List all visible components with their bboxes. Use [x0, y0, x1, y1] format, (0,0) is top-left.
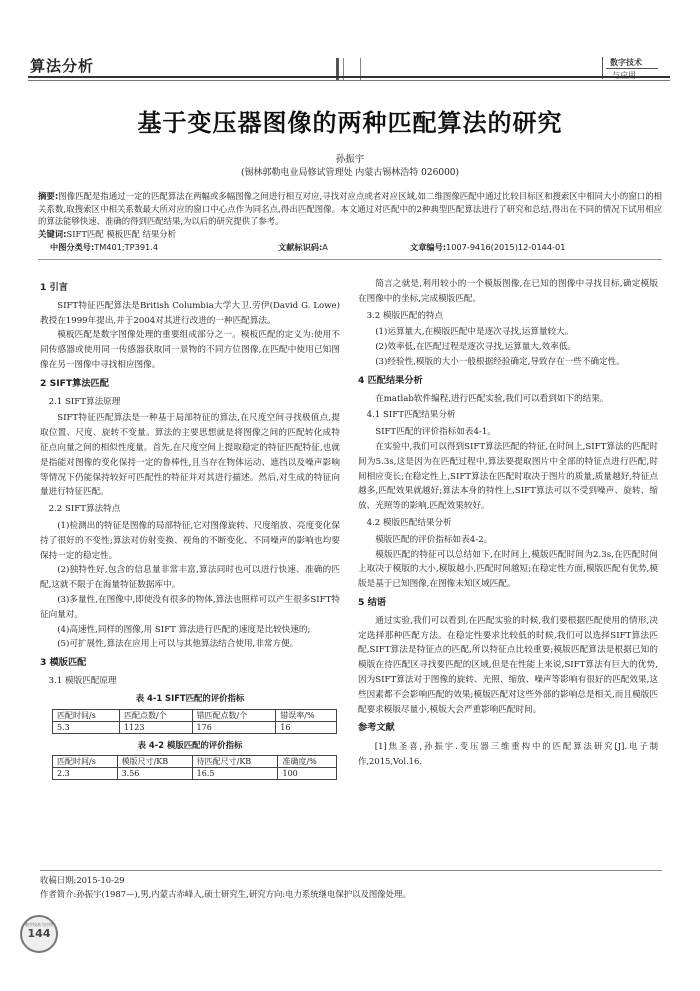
paragraph: 在实验中,我们可以得到SIFT算法匹配的特征,在时间上,SIFT算法的匹配时间为5.3s,这是因为在匹配过程中,算法要提取图片中全部的特征点进行匹配,时间相应变长;在稳定性上,SIFT算法在匹配时取决于图片的质量,质量越好,特征点越多,匹配效果就越好;算法本身的特性上,SIFT算法可以不受到噪声、旋转、缩放、光照等的影响,匹配效果较好。: [358, 441, 658, 512]
left-column: [40, 277, 340, 784]
table-header-cell: 模版尺寸/KB: [117, 756, 192, 768]
paragraph: 模板匹配是数字图像处理的重要组成部分之一。模板匹配的定义为:使用不同传感器或使用同一传感器获取同一景物的不同方位图像,在匹配中使用已知图像在另一图像中寻找相应图像。: [40, 330, 340, 370]
table-header-cell: 匹配时间/s: [53, 756, 118, 768]
table-header-row: [53, 709, 337, 721]
table-sift-metrics: [52, 709, 337, 734]
table2-caption: 表 4-2 模版匹配的评价指标: [137, 739, 243, 750]
subheading: 3.1 模版匹配原理: [48, 675, 117, 686]
heading-results: 4 匹配结果分析: [358, 374, 423, 386]
heading-references: 参考文献: [358, 722, 395, 734]
section-tag: 算法分析: [30, 57, 95, 75]
author-bio: 作者简介:孙振宇(1987—),男,内蒙古赤峰人,硕士研究生,研究方向:电力系统继电保护以及图像处理。: [40, 889, 411, 899]
keywords-text: SIFT匹配 模板匹配 结果分析: [66, 228, 177, 239]
table-template-metrics: [52, 755, 337, 780]
abstract-rule: [38, 259, 662, 260]
paragraph: 通过实验,我们可以看到,在匹配实验的时候,我们要根据匹配使用的情形,决定选择那种匹配方法。在稳定性要求比较低的时候,我们可以选择SIFT算法匹配,SIFT算法是特征点的匹配,所以特征点比较重要;模版匹配算法是根据已知的模版在待匹配区寻找要匹配的区域,但是在性能上来说,SIFT算法有巨大的优势,因为SIFT算法对于图像的旋转、光照、缩放、噪声等影响有很好的匹配效果,这些因素都不会影响匹配的效果;模版匹配对这些外部的影响总是相关,而且模版匹配要求模版尽量小,模版大会严重影响匹配时间。: [358, 615, 658, 715]
abstract-label: 摘要:: [38, 191, 59, 201]
keywords-label: 关键词:: [38, 228, 67, 239]
paragraph: 模版匹配的评价指标如表4-2。: [375, 534, 493, 545]
paragraph: SIFT匹配的评价指标如表4-1。: [375, 427, 496, 438]
header-rule-thin: [28, 80, 670, 81]
table1-caption: 表 4-1 SIFT匹配的评价指标: [135, 692, 245, 703]
received-date: 收稿日期:2015-10-29: [40, 875, 125, 885]
right-column: [358, 277, 658, 769]
subheading: 4.1 SIFT匹配结果分析: [366, 410, 456, 421]
paragraph: (5)可扩展性,算法在应用上可以与其他算法结合使用,非常方便。: [57, 639, 299, 650]
document-code: 文献标识码:A: [278, 242, 328, 252]
author-affiliation: (锡林郭勒电业局修试管理处 内蒙古锡林浩特 026000): [240, 168, 460, 178]
table-header-cell: 匹配时间/s: [53, 709, 120, 721]
paragraph: 在matlab软件编程,进行匹配实验,我们可以看到如下的结果。: [375, 393, 609, 404]
table-cell: 5.3: [53, 721, 120, 733]
table-row: [53, 768, 337, 780]
article-number: 文章编号:1007-9416(2015)12-0144-01: [410, 242, 566, 252]
table-header-cell: 错匹配点数/个: [192, 709, 276, 721]
subheading: 2.2 SIFT算法特点: [48, 504, 121, 515]
author-name: 孙振宇: [335, 154, 365, 165]
heading-introduction: 1 引言: [40, 282, 68, 293]
page-number: 144: [27, 927, 51, 940]
table-header-row: [53, 756, 337, 768]
badge-journal-text: 数字技术与应用: [25, 922, 53, 927]
header-rule: [28, 76, 670, 78]
journal-name: 数字技术: [610, 57, 642, 67]
heading-template-matching: 3 模版匹配: [40, 657, 87, 669]
table-header-cell: 匹配点数/个: [120, 709, 193, 721]
heading-sift: 2 SIFT算法匹配: [40, 377, 109, 389]
paragraph: 简言之就是,利用较小的一个模版图像,在已知的图像中寻找目标,确定模版在图像中的坐标,完成模版匹配。: [358, 279, 658, 304]
table-header-cell: 待匹配尺寸/KB: [192, 756, 278, 768]
heading-conclusion: 5 结语: [358, 596, 386, 608]
paragraph: (1)检测出的特征是图像的局部特征,它对图像旋转、尺度缩放、亮度变化保持了很好的不变性;算法对仿射变换、视角的不断变化、不同噪声的影响也均要保持一定的稳定性。: [40, 520, 340, 561]
paragraph: 模版匹配的特征可以总结如下,在时间上,模版匹配时间为2.3s,在匹配时间上取决于模版的大小,模版越小,匹配时间越短;在稳定性方面,模版匹配有优势,模版是基于已知图像,在图像未知区域匹配。: [358, 549, 658, 590]
paragraph: (3)多量性,在图像中,即使没有很多的物体,算法也照样可以产生很多SIFT特征向量对。: [40, 594, 340, 620]
subheading: 2.1 SIFT算法原理: [48, 396, 121, 407]
table-cell: 16: [276, 721, 337, 733]
paragraph: (1)运算量大,在模版匹配中是逐次寻找,运算量较大。: [375, 327, 574, 338]
paragraph: (3)经验性,模版的大小一般根据经验确定,导致存在一些不确定性。: [375, 356, 625, 367]
paragraph: (4)高速性,同样的图像,用 SIFT 算法进行匹配的速度是比较快速的;: [57, 624, 311, 635]
table-cell: 2.3: [53, 768, 118, 780]
footnote-rule: [40, 870, 662, 871]
abstract-block: [38, 190, 662, 240]
clc-number: 中图分类号:TM401;TP391.4: [50, 242, 159, 252]
table-cell: 3.56: [117, 768, 192, 780]
paragraph: SIFT特征匹配算法是British Columbia大学大卫.劳伊(David G. Lowe)教授在1999年提出,并于2004对其进行改进的一种匹配算法。: [40, 300, 340, 326]
table-cell: 176: [192, 721, 276, 733]
table-cell: 100: [278, 768, 337, 780]
subheading: 4.2 模版匹配结果分析: [366, 517, 452, 528]
subheading: 3.2 模版匹配的特点: [366, 310, 444, 321]
table-cell: 16.5: [192, 768, 278, 780]
paragraph: SIFT特征匹配算法是一种基于局部特征的算法,在尺度空间寻找极值点,提取位置、尺度、旋转不变量。算法的主要思想就是将图像之间的匹配转化成特征点向量之间的相似性度量。首先,在尺度空间上提取稳定的特征匹配特征,也就是指能对图像的变化保持一定的鲁棒性,且当存在物体运动、遮挡以及噪声影响等情况下仍能保持较好可匹配性的特征并对其进行描述。然后,对生成的特征向量进行特征匹配。: [40, 413, 340, 498]
paragraph: (2)独特性好,包含的信息量非常丰富,算法同时也可以进行快速、准确的匹配,这就不限于在海量特征数据库中。: [40, 565, 340, 591]
reference-item: [1]焦圣喜,孙振宇.变压器三维重构中的匹配算法研究[J].电子制作,2015,Vol.16.: [358, 741, 658, 767]
table-row: [53, 721, 337, 733]
table-cell: 1123: [120, 721, 193, 733]
page-number-badge: [20, 915, 58, 953]
paragraph: (2)效率低,在匹配过程是逐次寻找,运算量大,效率低。: [375, 342, 577, 353]
table-header-cell: 错误率/%: [276, 709, 337, 721]
journal-logo-rule: [606, 68, 658, 69]
paper-title: 基于变压器图像的两种匹配算法的研究: [137, 108, 563, 137]
abstract-text: 图像匹配是指通过一定的匹配算法在两幅或多幅图像之间进行相互对应,寻找对应点或者对应区域,如二维图像匹配中通过比较目标区和搜索区中相同大小的窗口的相关系数,取搜索区中相关系数最大所对应的窗口中心点作为同名点,得出匹配图像。本文通过对匹配中的2种典型匹配算法进行了研究和总结,得出在不同的情况下试用相应的算法能够快速、准确的得到匹配结果,为以后的研究提供了参考。: [38, 191, 662, 226]
table-header-cell: 准确度/%: [278, 756, 337, 768]
